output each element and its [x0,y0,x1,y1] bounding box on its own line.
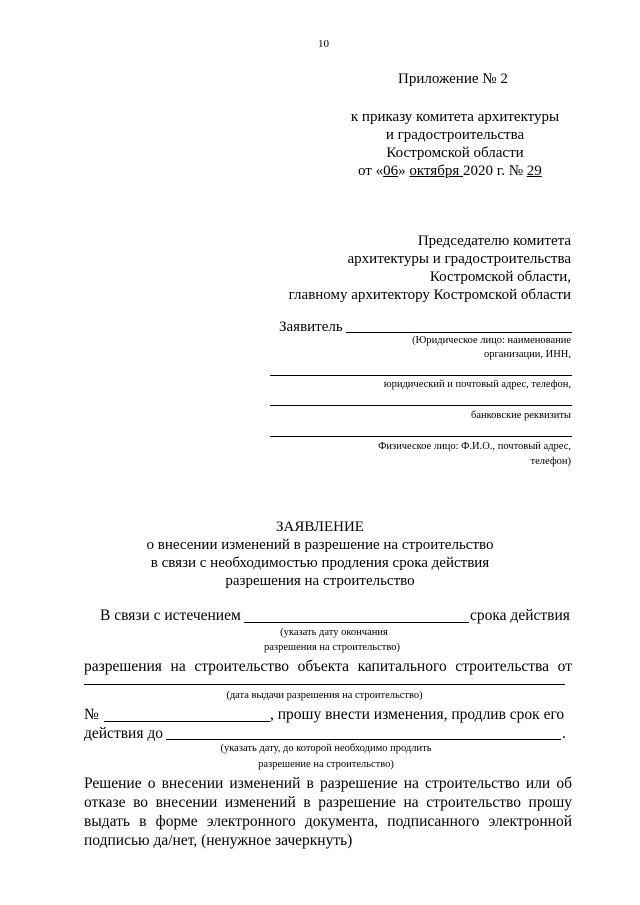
addressee-line3: Костромской области, [429,269,571,285]
applicant-bank-line[interactable] [270,405,572,406]
applicant-address-line[interactable] [270,375,572,376]
hint-issue: (дата выдачи разрешения на строительство) [226,690,423,701]
appendix-order-line3: Костромской области [386,145,524,161]
applicant-hint-2: организации, ИНН, [484,349,571,360]
page-number: 10 [318,38,329,50]
permit-number-line[interactable] [104,721,270,722]
appendix-title: Приложение № 2 [398,71,508,87]
addressee-line2: архитектуры и градостроительства [347,251,571,267]
addressee-line4: главному архитектору Костромской области [288,287,571,303]
applicant-hint-5: Физическое лицо: Ф.И.О., почтовый адрес, [378,441,571,452]
applicant-name-line[interactable] [346,332,572,333]
date-year: 2020 г. № [463,163,527,179]
date-mid: » [398,163,410,179]
extend-until-line[interactable] [166,739,561,740]
hint-expiry-2: разрешения на строительство) [264,642,400,653]
date-day: 06 [383,163,399,179]
body-p3-start: № [84,706,99,723]
body-p5-line4: подписью да/нет, (ненужное зачеркнуть) [84,832,353,849]
applicant-hint-6: телефон) [530,456,571,467]
statement-subtitle-1: о внесении изменений в разрешение на строительство [146,537,494,553]
body-p1-end: срока действия [470,607,570,624]
body-p4-start: действия до [84,725,163,742]
applicant-label: Заявитель [279,319,343,335]
statement-subtitle-2: в связи с необходимостью продления срока действия [150,555,490,571]
statement-title: ЗАЯВЛЕНИЕ [276,519,364,535]
date-month: октября [409,163,463,179]
hint-expiry-1: (указать дату окончания [280,627,388,638]
applicant-hint-4: банковские реквизиты [470,410,571,421]
body-p3-end: , прошу внести изменения, продлив срок его [270,706,565,723]
body-p4-end: . [562,725,566,742]
appendix-order-date [358,162,542,180]
applicant-hint-1: (Юридическое лицо: наименование [412,335,571,346]
statement-subtitle-3: разрешения на строительство [225,573,415,589]
addressee-line1: Председателю комитета [417,233,571,249]
applicant-hint-3: юридический и почтовый адрес, телефон, [383,379,571,390]
appendix-order-line1: к приказу комитета архитектуры [350,109,560,125]
appendix-order-line2: и градостроительства [385,127,525,143]
hint-until-1: (указать дату, до которой необходимо продлить [220,743,432,754]
body-p1-start: В связи с истечением [100,607,241,624]
body-p5-line1: Решение о внесении изменений в разрешение на строительство или об [84,775,572,792]
body-p5-line2: отказе во внесении изменений в разрешение на строительство прошу [84,794,572,811]
date-prefix: от « [358,163,384,179]
issue-date-line[interactable] [84,684,565,685]
applicant-person-line[interactable] [270,436,572,437]
body-p5-line3: выдать в форме электронного документа, подписанного электронной [84,813,572,830]
expiry-date-line[interactable] [244,622,469,623]
body-p2: разрешения на строительство объекта капитального строительства от [84,658,572,675]
order-number: 29 [526,163,542,179]
hint-until-2: разрешение на строительство) [258,759,394,770]
